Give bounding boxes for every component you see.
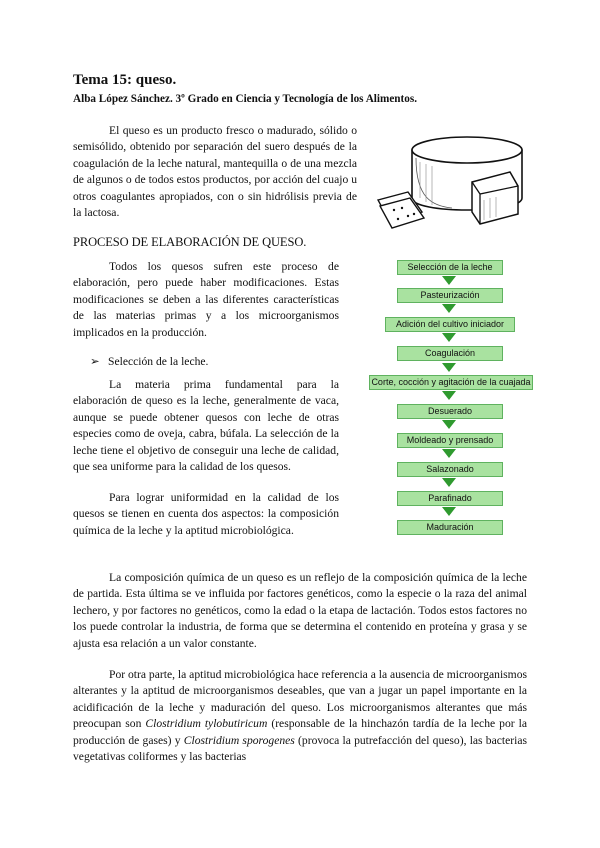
bullet-label: Selección de la leche. bbox=[108, 355, 209, 368]
flow-step-maduracion: Maduración bbox=[397, 520, 503, 535]
aptitud-text-3: (provoca la putrefacción del queso), las bacterias vegetativas coliformes y las bacterias bbox=[73, 733, 527, 764]
flow-arrow bbox=[442, 478, 456, 487]
flow-step-seleccion: Selección de la leche bbox=[397, 260, 503, 275]
aptitud-paragraph bbox=[73, 667, 527, 765]
cheese-illustration bbox=[372, 128, 532, 240]
flow-arrow bbox=[442, 507, 456, 516]
flow-arrow bbox=[442, 449, 456, 458]
flow-arrow bbox=[442, 420, 456, 429]
organism-name: Clostridium sporogenes bbox=[183, 733, 295, 747]
flow-step-salazonado: Salazonado bbox=[397, 462, 503, 477]
organism-name: Clostridium tylobutiricum bbox=[145, 717, 268, 731]
author-line: Alba López Sánchez. 3º Grado en Ciencia y Tecnología de los Alimentos. bbox=[73, 93, 417, 105]
process-flowchart bbox=[365, 257, 535, 537]
flow-arrow bbox=[442, 276, 456, 285]
intro-paragraph: El queso es un producto fresco o madurado, sólido o semisólido, obtenido por separación del suero después de la coagulación de la leche natural, mantequilla o de una mezcla de algunos o de todos estos productos, por acción del cuajo u otros coagulantes apropiados, con o sin hidrólisis previa de la lactosa. bbox=[73, 124, 357, 220]
composicion-paragraph: La composición química de un queso es un reflejo de la composición química de la leche de partida. Esta última se ve influida por factores genéticos, como la especie o la raza del animal lechero, y por factores no genéticos, como la edad o la etapa de lactación. Todos estos factores no los puede controlar la industria, de forma que se determina el contenido en proteína y grasa y se ajusta esa relación a un valor constante. bbox=[73, 571, 527, 650]
flow-step-desuerado: Desuerado bbox=[397, 404, 503, 419]
section-heading: PROCESO DE ELABORACIÓN DE QUESO. bbox=[73, 235, 307, 249]
bullet-item bbox=[90, 354, 208, 368]
document-title: Tema 15: queso. bbox=[73, 72, 177, 88]
flow-arrow bbox=[442, 304, 456, 313]
aptitud-text-1: Por otra parte, la aptitud microbiológica hace referencia a la ausencia de microorganismos alterantes y la aptitud de microorganismos deseables, que van a jugar un papel importante en la acidificación de la leche y maduración del queso. Los microorganismos alterantes que más preocupan son bbox=[73, 668, 527, 731]
flow-arrow bbox=[442, 333, 456, 342]
flow-step-coagulacion: Coagulación bbox=[397, 346, 503, 361]
arrow-bullet-icon: ➢ bbox=[90, 355, 100, 368]
flow-step-cultivo: Adición del cultivo iniciador bbox=[385, 317, 515, 332]
flow-step-parafinado: Parafinado bbox=[397, 491, 503, 506]
flow-arrow bbox=[442, 363, 456, 372]
uniformidad-paragraph: Para lograr uniformidad en la calidad de los quesos se tienen en cuenta dos aspectos: la composición química de la leche y la aptitud microbiológica. bbox=[73, 491, 339, 537]
process-paragraph: Todos los quesos sufren este proceso de elaboración, pero puede haber modificaciones. Estas modificaciones se deben a las diferentes características de las materias primas y a los microorganismos implicados en la producción. bbox=[73, 260, 339, 339]
flow-arrow bbox=[442, 391, 456, 400]
materia-prima-paragraph: La materia prima fundamental para la elaboración de queso es la leche, generalmente de vaca, aunque se puede obtener quesos con leche de otras especies como de oveja, cabra, búfala. La selección de la leche tiene el objetivo de conseguir una leche de calidad, que sea uniforme para la calidad de los quesos. bbox=[73, 378, 339, 474]
aptitud-text-2: (responsable de la hinchazón tardía de la leche por la producción de gases) y bbox=[73, 717, 527, 747]
flow-step-corte: Corte, cocción y agitación de la cuajada bbox=[369, 375, 533, 390]
flow-step-pasteurizacion: Pasteurización bbox=[397, 288, 503, 303]
flow-step-moldeado: Moldeado y prensado bbox=[397, 433, 503, 448]
